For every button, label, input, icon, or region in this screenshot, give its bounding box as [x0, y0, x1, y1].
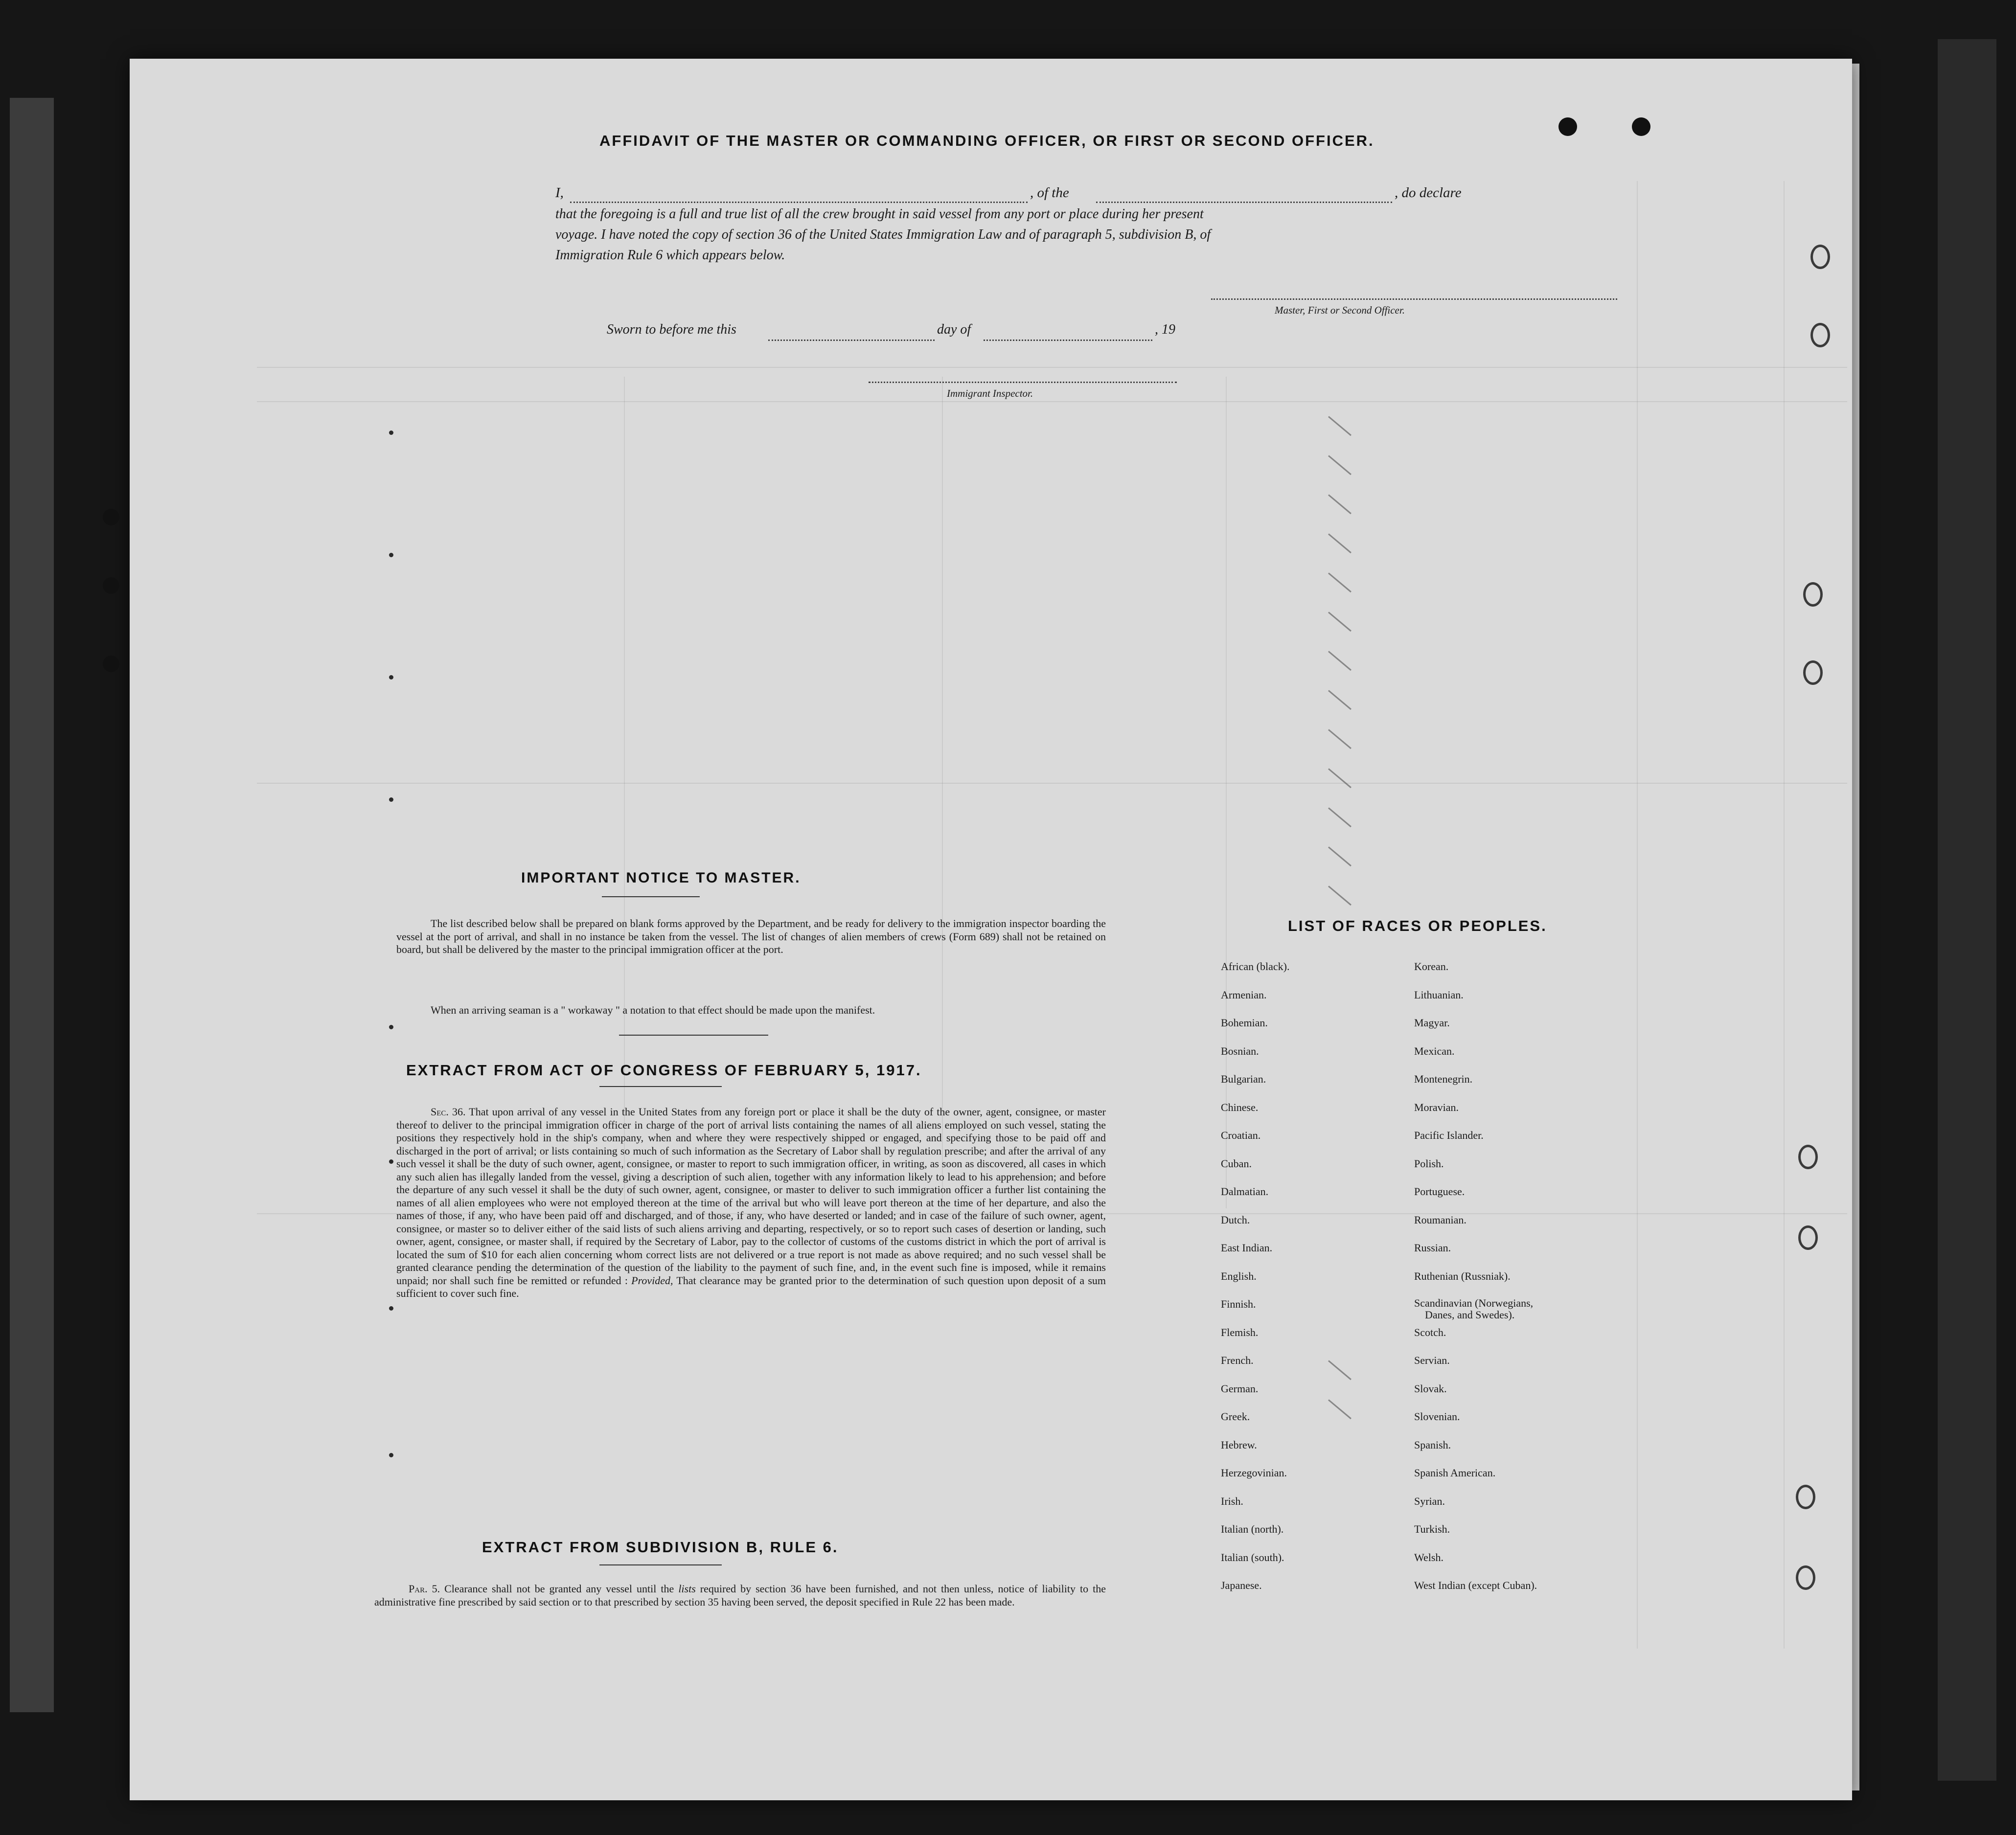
bleed-rule — [257, 783, 1847, 784]
bleed-check-mark — [1328, 807, 1352, 827]
race-item: English. — [1221, 1269, 1257, 1282]
race-item: Servian. — [1414, 1354, 1450, 1366]
margin-dot — [389, 1159, 393, 1164]
bleed-check-mark — [1328, 416, 1352, 436]
act-rule — [599, 1086, 722, 1087]
races-right-column — [1414, 960, 1537, 1607]
paragraph-label: Par. 5. — [409, 1583, 440, 1595]
bleed-check-mark — [1328, 885, 1352, 906]
notice-divider — [619, 1035, 768, 1036]
race-item: German. — [1221, 1382, 1259, 1395]
bleed-check-mark — [1328, 455, 1352, 475]
race-item: Dalmatian. — [1221, 1185, 1269, 1198]
race-item: Slovak. — [1414, 1382, 1447, 1395]
master-name-line[interactable] — [570, 202, 1028, 203]
race-line: Scandinavian (Norwegians, — [1414, 1297, 1534, 1309]
race-item: Hebrew. — [1221, 1438, 1257, 1451]
notice-rule — [602, 896, 700, 897]
bleed-check-mark — [1328, 1399, 1352, 1419]
binder-ring — [1803, 660, 1823, 685]
margin-dot — [389, 553, 393, 557]
race-item: Welsh. — [1414, 1551, 1443, 1563]
race-item: Montenegrin. — [1414, 1073, 1473, 1085]
rule-body-2: required by section 36 have been furnished, and not then unless, notice of liability to the administrative fine prescribed by said section or to that prescribed by section 35 having been served, the deposit specified in Rule 22 has been made. — [374, 1583, 1106, 1608]
notice-paragraph-2 — [396, 1004, 1106, 1017]
binder-ring — [1810, 323, 1830, 347]
affidavit-line-2: voyage. I have noted the copy of section 36 of the United States Immigration Law and of paragraph 5, subdivision B, of — [555, 227, 1211, 242]
bleed-column — [1637, 181, 1638, 1649]
section-body-end: That clearance may be granted prior to the determination of such question upon deposit of a sum sufficient to cover such fine. — [396, 1274, 1106, 1299]
race-item: Moravian. — [1414, 1101, 1459, 1113]
race-item: Bosnian. — [1221, 1044, 1259, 1057]
section-label: Sec. 36. — [431, 1106, 466, 1118]
race-item: Herzegovinian. — [1221, 1467, 1287, 1479]
race-item: Roumanian. — [1414, 1213, 1466, 1226]
margin-dot — [389, 675, 393, 680]
race-item: Korean. — [1414, 960, 1449, 973]
races-title: LIST OF RACES OR PEOPLES. — [1288, 917, 1547, 934]
bleed-column — [1784, 181, 1785, 1649]
race-item: Pacific Islander. — [1414, 1129, 1484, 1141]
race-item: Mexican. — [1414, 1044, 1455, 1057]
race-item: African (black). — [1221, 960, 1290, 973]
race-item: Flemish. — [1221, 1326, 1259, 1338]
bleed-check-mark — [1328, 572, 1352, 592]
rule-paragraph-5 — [374, 1583, 1106, 1608]
race-item: Portuguese. — [1414, 1185, 1465, 1198]
sworn-label: Sworn to before me this — [607, 322, 736, 337]
left-punch-hole — [103, 509, 119, 525]
year-label: , 19 — [1155, 322, 1175, 337]
sworn-day-line[interactable] — [768, 340, 935, 341]
left-punch-hole — [103, 656, 119, 672]
signer-caption: Master, First or Second Officer. — [1275, 304, 1405, 316]
affidavit-i: I, — [555, 185, 564, 201]
binder-ring — [1798, 1225, 1818, 1250]
race-item: Japanese. — [1221, 1579, 1262, 1591]
notice-paragraph-1 — [396, 917, 1106, 956]
race-item: Bulgarian. — [1221, 1073, 1266, 1085]
race-item: Bohemian. — [1221, 1017, 1268, 1029]
race-line: Danes, and Swedes). — [1425, 1309, 1515, 1321]
scanner-edge-left — [10, 98, 54, 1712]
race-item: Spanish American. — [1414, 1467, 1496, 1479]
race-item: Irish. — [1221, 1495, 1243, 1507]
race-item: Russian. — [1414, 1242, 1451, 1254]
bleed-rule — [257, 401, 1847, 402]
act-section-36 — [396, 1106, 1106, 1300]
bleed-check-mark — [1328, 612, 1352, 632]
race-item: Polish. — [1414, 1157, 1444, 1170]
bleed-check-mark — [1328, 729, 1352, 749]
notice-text-2: When an arriving seaman is a " workaway " a notation to that effect should be made upon the manifest. — [431, 1004, 875, 1016]
binder-ring — [1796, 1485, 1815, 1509]
affidavit-title: AFFIDAVIT OF THE MASTER OR COMMANDING OFFICER, OR FIRST OR SECOND OFFICER. — [599, 132, 1375, 149]
race-item: Armenian. — [1221, 988, 1267, 1001]
bleed-check-mark — [1328, 768, 1352, 788]
race-item: Italian (south). — [1221, 1551, 1284, 1563]
binder-ring — [1810, 245, 1830, 269]
race-item: East Indian. — [1221, 1242, 1273, 1254]
race-item-two-line — [1414, 1297, 1537, 1326]
act-extract-title: EXTRACT FROM ACT OF CONGRESS OF FEBRUARY 5, 1917. — [406, 1062, 922, 1079]
race-item: Chinese. — [1221, 1101, 1259, 1113]
race-item: Spanish. — [1414, 1438, 1451, 1451]
race-item: Croatian. — [1221, 1129, 1261, 1141]
notice-title: IMPORTANT NOTICE TO MASTER. — [521, 870, 801, 886]
sworn-month-line[interactable] — [984, 340, 1152, 341]
scanner-edge-right — [1938, 39, 1996, 1781]
race-item: Magyar. — [1414, 1017, 1450, 1029]
inspector-caption: Immigrant Inspector. — [947, 387, 1033, 399]
race-item: Finnish. — [1221, 1298, 1256, 1310]
bleed-rule — [257, 367, 1847, 368]
race-item: Dutch. — [1221, 1213, 1250, 1226]
inspector-signature-line[interactable] — [869, 382, 1177, 383]
race-item: French. — [1221, 1354, 1254, 1366]
affidavit-line-3: Immigration Rule 6 which appears below. — [555, 248, 785, 263]
affidavit-of-the: , of the — [1030, 185, 1069, 201]
rule-divider — [599, 1564, 722, 1565]
margin-dot — [389, 1025, 393, 1029]
race-item: Italian (north). — [1221, 1523, 1284, 1535]
lists-word: lists — [678, 1583, 696, 1595]
provided-word: Provided, — [631, 1274, 673, 1287]
affidavit-do-declare: , do declare — [1395, 185, 1462, 201]
race-item: West Indian (except Cuban). — [1414, 1579, 1537, 1591]
left-punch-hole — [103, 577, 119, 594]
bleed-column — [624, 377, 625, 1208]
race-item: Cuban. — [1221, 1157, 1252, 1170]
races-left-column — [1221, 960, 1289, 1607]
race-item: Syrian. — [1414, 1495, 1445, 1507]
section-body: That upon arrival of any vessel in the United States from any foreign port or place it shall be the duty of the owner, agent, consignee, or master thereof to deliver to the principal immigration officer in charge of the port of arrival lists containing the names of all aliens employed on such vessel, stating the positions they respectively hold in the ship's company, when and where they were respectively shipped or engaged, and specifying those to be paid off and discharged in the port of arrival; or lists containing so much of such information as the Secretary of Labor shall by regulation prescribe; and after the arrival of any such vessel it shall be the duty of such owner, agent, consignee, or master to report to such immigration officer, in writing, as soon as discovered, all cases in which any such alien has illegally landed from the vessel, giving a description of such alien, together with any information likely to lead to his apprehension; and before the departure of any such vessel it shall be the duty of such owner, agent, consignee, or master to deliver to such immigration officer a further list containing the names of all alien employees who were not employed thereon at the time of the arrival but who will leave port thereon at the time of her departure, and also the names of those, if any, who have been paid off and discharged, and of those, if any, who have deserted or landed; and in case of the failure of such owner, agent, consignee, or master so to deliver either of the said lists of such aliens arriving and departing, respectively, or so to report such cases of desertion or landing, such owner, agent, consignee, or master shall, if required by the Secretary of Labor, pay to the collector of customs of the customs district in which the port of arrival is located the sum of $10 for each alien concerning whom correct lists are not delivered or a true report is not made as above required; and no such vessel shall be granted clearance pending the determination of the question of the liability to the payment of such fine, and, in the event such fine is imposed, while it remains unpaid; nor shall such fine be remitted or refunded : — [396, 1106, 1106, 1287]
signature-line[interactable] — [1211, 298, 1617, 300]
rule-extract-title: EXTRACT FROM SUBDIVISION B, RULE 6. — [482, 1539, 839, 1556]
affidavit-line-1: that the foregoing is a full and true list of all the crew brought in said vessel from any port or place during her present — [555, 206, 1204, 222]
race-item: Ruthenian (Russniak). — [1414, 1269, 1511, 1282]
margin-dot — [389, 1306, 393, 1311]
binder-ring — [1803, 582, 1823, 607]
race-item: Greek. — [1221, 1410, 1250, 1423]
vessel-name-line[interactable] — [1096, 202, 1392, 203]
bleed-check-mark — [1328, 1360, 1352, 1380]
bleed-check-mark — [1328, 651, 1352, 671]
punch-hole — [1558, 117, 1577, 136]
notice-text-1: The list described below shall be prepared on blank forms approved by the Department, and be ready for delivery to the immigration inspector boarding the vessel at the port of arrival, and shall in no instance be taken from the vessel. The list of changes of alien members of crews (Form 689) shall not be retained on board, but shall be delivered by the master to the principal immigration officer at the port. — [396, 917, 1106, 955]
race-item: Scotch. — [1414, 1326, 1446, 1338]
bleed-column — [942, 377, 943, 1208]
bleed-check-mark — [1328, 533, 1352, 553]
bleed-check-mark — [1328, 846, 1352, 866]
margin-dot — [389, 1453, 393, 1457]
bleed-check-mark — [1328, 690, 1352, 710]
document-page — [130, 59, 1852, 1800]
margin-dot — [389, 430, 393, 435]
binder-ring — [1796, 1565, 1815, 1590]
rule-body-1: Clearance shall not be granted any vessel until the — [444, 1583, 674, 1595]
race-item: Lithuanian. — [1414, 988, 1464, 1001]
race-item: Turkish. — [1414, 1523, 1450, 1535]
margin-dot — [389, 797, 393, 802]
race-item: Slovenian. — [1414, 1410, 1460, 1423]
punch-hole — [1632, 117, 1650, 136]
day-of-label: day of — [937, 322, 971, 337]
binder-ring — [1798, 1145, 1818, 1169]
bleed-check-mark — [1328, 494, 1352, 514]
